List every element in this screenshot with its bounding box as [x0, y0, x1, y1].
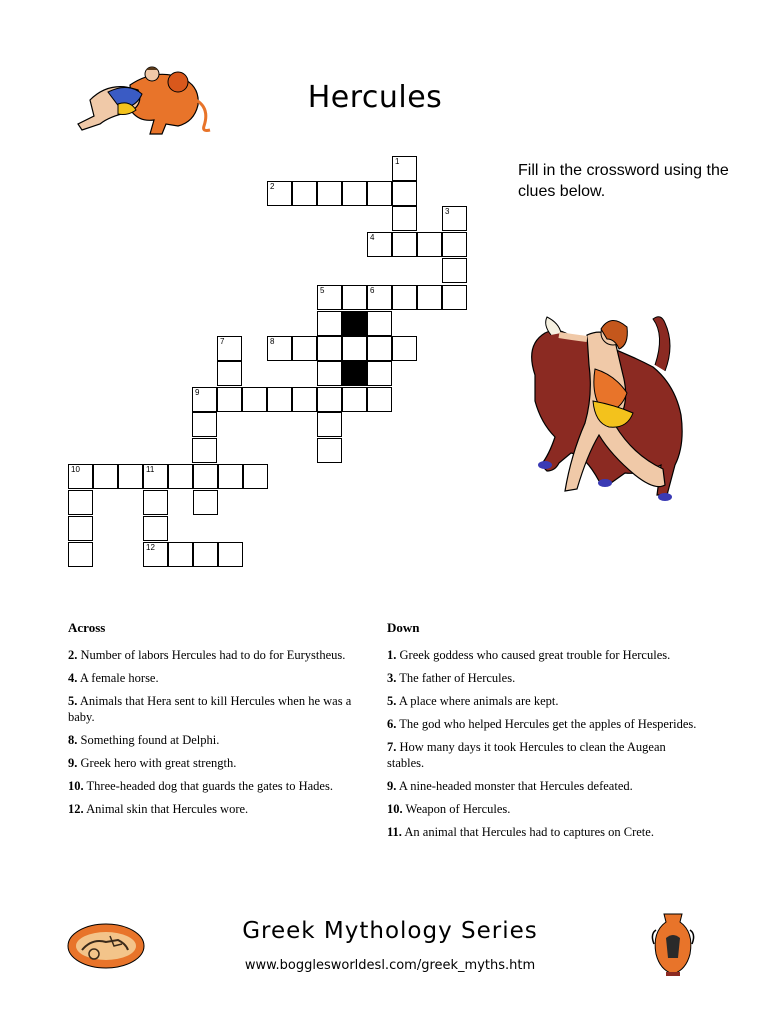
crossword-cell[interactable]	[193, 490, 218, 515]
crossword-cell[interactable]	[68, 542, 93, 567]
crossword-cell[interactable]	[317, 311, 342, 336]
crossword-cell[interactable]	[68, 490, 93, 515]
crossword-cell[interactable]	[143, 464, 168, 489]
clue-text: Three-headed dog that guards the gates to Hades.	[86, 779, 333, 793]
crossword-cell[interactable]	[267, 336, 292, 361]
crossword-cell[interactable]	[143, 542, 168, 567]
crossword-cell[interactable]	[442, 285, 467, 310]
crossword-cell[interactable]	[367, 181, 392, 206]
crossword-cell[interactable]	[342, 387, 367, 412]
crossword-cell[interactable]	[192, 438, 217, 463]
crossword-cell[interactable]	[243, 464, 268, 489]
crossword-cell[interactable]	[442, 232, 467, 257]
crossword-cell[interactable]	[68, 464, 93, 489]
clue-text: Weapon of Hercules.	[405, 802, 511, 816]
clue-text: The god who helped Hercules get the apples of Hesperides.	[399, 717, 697, 731]
hercules-bull-illustration	[515, 305, 700, 515]
clue-number: 8.	[68, 733, 78, 747]
clue-item	[387, 739, 697, 771]
clue-item	[387, 778, 697, 794]
clue-text: Animals that Hera sent to kill Hercules when he was a baby.	[68, 694, 352, 724]
clue-number: 9	[195, 388, 200, 397]
clue-item	[68, 801, 378, 817]
clue-number: 7.	[387, 740, 397, 754]
crossword-cell[interactable]	[342, 336, 367, 361]
clue-text: The father of Hercules.	[399, 671, 516, 685]
crossword-cell[interactable]	[292, 181, 317, 206]
crossword-cell[interactable]	[367, 285, 392, 310]
clue-text: Number of labors Hercules had to do for Eurystheus.	[80, 648, 346, 662]
clue-number: 5.	[68, 694, 78, 708]
clue-number: 3	[445, 207, 450, 216]
clue-item	[68, 755, 378, 771]
crossword-cell[interactable]	[442, 258, 467, 283]
clue-number: 10	[71, 465, 80, 474]
crossword-cell[interactable]	[317, 412, 342, 437]
clue-item	[387, 801, 697, 817]
crossword-cell[interactable]	[68, 516, 93, 541]
across-heading: Across	[68, 620, 106, 635]
clue-item	[68, 647, 378, 663]
clue-number: 4.	[68, 671, 78, 685]
crossword-cell[interactable]	[168, 464, 193, 489]
crossword-cell[interactable]	[218, 542, 243, 567]
clue-number: 1.	[387, 648, 397, 662]
clue-number: 11	[146, 465, 155, 474]
crossword-cell[interactable]	[93, 464, 118, 489]
clue-number: 2.	[68, 648, 78, 662]
crossword-cell[interactable]	[442, 206, 467, 231]
crossword-cell[interactable]	[217, 387, 242, 412]
clue-item	[68, 732, 378, 748]
clue-number: 9.	[68, 756, 78, 770]
crossword-cell[interactable]	[242, 387, 267, 412]
greek-vase-illustration	[650, 910, 696, 978]
clue-number: 12	[146, 543, 155, 552]
crossword-cell[interactable]	[143, 490, 168, 515]
clue-text: A place where animals are kept.	[398, 694, 559, 708]
crossword-cell[interactable]	[317, 387, 342, 412]
clue-number: 9.	[387, 779, 397, 793]
clue-item	[68, 693, 378, 725]
crossword-cell[interactable]	[193, 542, 218, 567]
clue-number: 5	[320, 286, 325, 295]
down-heading: Down	[387, 620, 420, 635]
crossword-cell[interactable]	[267, 181, 292, 206]
clue-text: A nine-headed monster that Hercules defeated.	[398, 779, 633, 793]
blocked-cell	[342, 361, 367, 386]
crossword-cell[interactable]	[367, 387, 392, 412]
crossword-cell[interactable]	[118, 464, 143, 489]
crossword-cell[interactable]	[143, 516, 168, 541]
crossword-cell[interactable]	[317, 438, 342, 463]
clue-text: Greek hero with great strength.	[80, 756, 237, 770]
clue-text: A female horse.	[79, 671, 159, 685]
crossword-cell[interactable]	[317, 285, 342, 310]
clue-text: Greek goddess who caused great trouble for Hercules.	[399, 648, 671, 662]
clue-text: Animal skin that Hercules wore.	[86, 802, 249, 816]
page-title: Hercules	[307, 80, 443, 115]
crossword-cell[interactable]	[367, 361, 392, 386]
clue-text: How many days it took Hercules to clean the Augean stables.	[387, 740, 666, 770]
crossword-cell[interactable]	[417, 285, 442, 310]
clue-number: 2	[270, 182, 275, 191]
crossword-cell[interactable]	[392, 285, 417, 310]
crossword-cell[interactable]	[342, 181, 367, 206]
series-title: Greek Mythology Series	[242, 918, 538, 944]
crossword-cell[interactable]	[192, 387, 217, 412]
clue-text: An animal that Hercules had to captures on Crete.	[404, 825, 654, 839]
across-clues	[68, 620, 378, 824]
crossword-cell[interactable]	[342, 285, 367, 310]
crossword-cell[interactable]	[392, 206, 417, 231]
clue-number: 10.	[68, 779, 84, 793]
crossword-cell[interactable]	[392, 232, 417, 257]
crossword-cell[interactable]	[392, 181, 417, 206]
crossword-cell[interactable]	[168, 542, 193, 567]
clue-number: 1	[395, 157, 400, 166]
clue-number: 6	[370, 286, 375, 295]
clue-number: 7	[220, 337, 225, 346]
crossword-cell[interactable]	[367, 232, 392, 257]
clue-number: 5.	[387, 694, 397, 708]
crossword-cell[interactable]	[218, 464, 243, 489]
clue-number: 4	[370, 233, 375, 242]
website-url: www.bogglesworldesl.com/greek_myths.htm	[244, 958, 536, 973]
crossword-cell[interactable]	[367, 311, 392, 336]
clue-item	[387, 670, 697, 686]
clue-item	[387, 647, 697, 663]
clue-number: 3.	[387, 671, 397, 685]
crossword-cell[interactable]	[192, 412, 217, 437]
chariot-illustration	[66, 920, 146, 972]
crossword-cell[interactable]	[267, 387, 292, 412]
crossword-cell[interactable]	[193, 464, 218, 489]
clue-item	[387, 716, 697, 732]
crossword-cell[interactable]	[317, 361, 342, 386]
clue-item	[68, 670, 378, 686]
clue-item	[387, 693, 697, 709]
clue-number: 6.	[387, 717, 397, 731]
down-clues	[387, 620, 697, 847]
crossword-cell[interactable]	[392, 156, 417, 181]
crossword-cell[interactable]	[217, 336, 242, 361]
clue-item	[387, 824, 697, 840]
crossword-cell[interactable]	[317, 181, 342, 206]
clue-item	[68, 778, 378, 794]
clue-text: Something found at Delphi.	[80, 733, 220, 747]
crossword-cell[interactable]	[317, 336, 342, 361]
crossword-cell[interactable]	[392, 336, 417, 361]
crossword-cell[interactable]	[292, 336, 317, 361]
clue-number: 12.	[68, 802, 84, 816]
crossword-cell[interactable]	[217, 361, 242, 386]
clue-number: 8	[270, 337, 275, 346]
crossword-cell[interactable]	[367, 336, 392, 361]
clue-number: 10.	[387, 802, 403, 816]
blocked-cell	[342, 311, 367, 336]
crossword-cell[interactable]	[417, 232, 442, 257]
instructions-text: Fill in the crossword using the clues below.	[518, 162, 729, 200]
crossword-cell[interactable]	[292, 387, 317, 412]
clue-number: 11.	[387, 825, 402, 839]
